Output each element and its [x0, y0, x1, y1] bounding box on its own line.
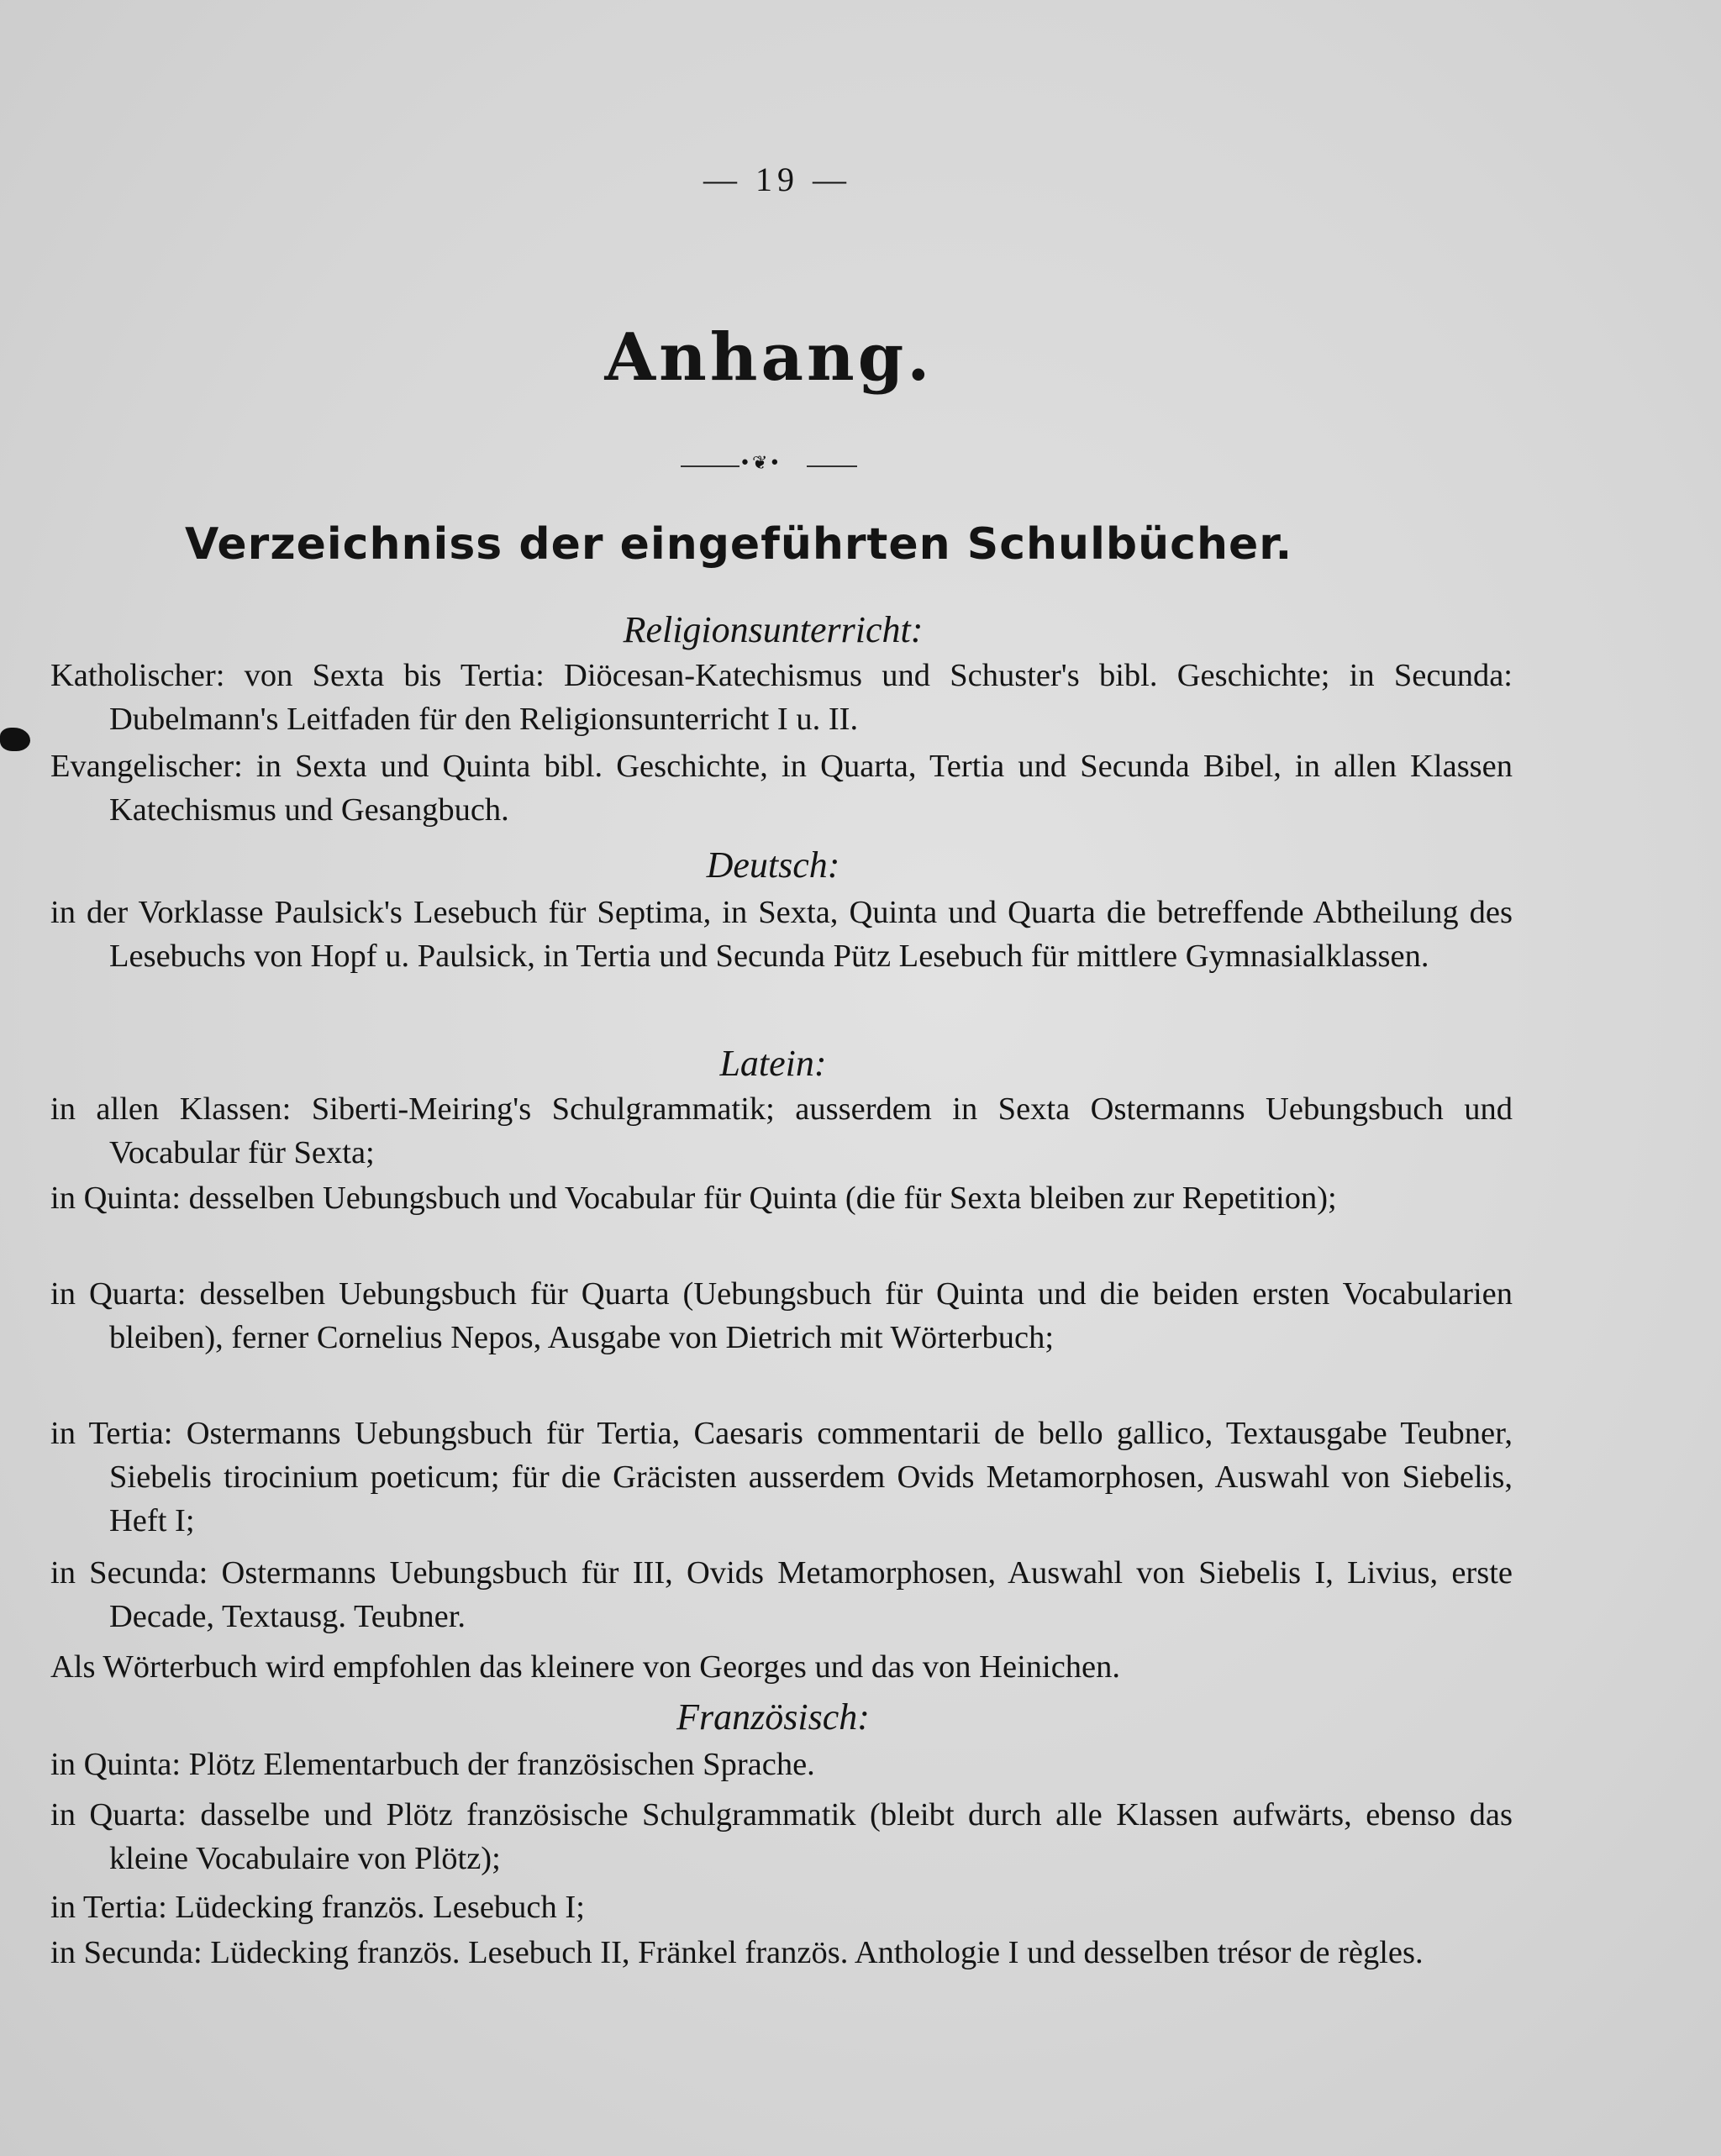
- entry-latein-dictionary: Als Wörterbuch wird empfohlen das kleinere von Georges und das von Heinichen.: [50, 1649, 1121, 1685]
- ink-blot: [0, 728, 30, 751]
- entry-latein-quarta: in Quarta: desselben Uebungsbuch für Quarta (Uebungsbuch für Quinta und die beiden ersten Vocabularien bleiben), ferner Cornelius Nepos, Ausgabe von Dietrich mit Wörterbuch;: [50, 1276, 1513, 1355]
- entry-latein-all-classes: in allen Klassen: Siberti-Meiring's Schulgrammatik; ausserdem in Sexta Ostermanns Uebungsbuch und Vocabular für Sexta;: [50, 1091, 1513, 1170]
- section-title-deutsch: Deutsch:: [706, 844, 840, 886]
- section-title-latein: Latein:: [719, 1043, 827, 1084]
- ornament-divider: [681, 453, 857, 475]
- entry-latein-tertia: in Tertia: Ostermanns Uebungsbuch für Tertia, Caesaris commentarii de bello gallico, Textausgabe Teubner, Siebelis tirocinium poeticum; für die Gräcisten ausserdem Ovids Metamorphosen, Auswahl von Siebelis, Heft I;: [50, 1416, 1513, 1538]
- entry-franz-tertia: in Tertia: Lüdecking französ. Lesebuch I;: [50, 1890, 585, 1925]
- section-title-franzoesisch: Französisch:: [676, 1696, 870, 1738]
- entry-religion-protestant: Evangelischer: in Sexta und Quinta bibl. Geschichte, in Quarta, Tertia und Secunda Bibel, in allen Klassen Katechismus und Gesangbuch.: [50, 749, 1513, 828]
- page-title: Anhang.: [604, 319, 934, 396]
- entry-religion-catholic: Katholischer: von Sexta bis Tertia: Diöcesan-Katechismus und Schuster's bibl. Geschichte; in Secunda: Dubelmann's Leitfaden für den Religionsunterricht I u. II.: [50, 658, 1513, 737]
- entry-deutsch: in der Vorklasse Paulsick's Lesebuch für Septima, in Sexta, Quinta und Quarta die betreffende Abtheilung des Lesebuchs von Hopf u. Paulsick, in Tertia und Secunda Pütz Lesebuch für mittlere Gymnasialklassen.: [50, 895, 1513, 974]
- entry-franz-quarta: in Quarta: dasselbe und Plötz französische Schulgrammatik (bleibt durch alle Klassen aufwärts, ebenso das kleine Vocabulaire von Plötz);: [50, 1797, 1513, 1876]
- ornament-glyph-icon: •❦•: [739, 453, 782, 474]
- section-heading: Verzeichniss der eingeführten Schulbücher.: [185, 519, 1293, 570]
- entry-latein-quinta: in Quinta: desselben Uebungsbuch und Vocabular für Quinta (die für Sexta bleiben zur Repetition);: [50, 1181, 1337, 1216]
- entry-franz-quinta: in Quinta: Plötz Elementarbuch der französischen Sprache.: [50, 1747, 815, 1782]
- entry-latein-secunda: in Secunda: Ostermanns Uebungsbuch für III, Ovids Metamorphosen, Auswahl von Siebelis I, Livius, erste Decade, Textausg. Teubner.: [50, 1555, 1513, 1634]
- page-number: — 19 —: [703, 160, 851, 198]
- section-title-religion: Religionsunterricht:: [623, 609, 924, 650]
- entry-franz-secunda: in Secunda: Lüdecking französ. Lesebuch II, Fränkel französ. Anthologie I und desselben trésor de règles.: [50, 1935, 1424, 1970]
